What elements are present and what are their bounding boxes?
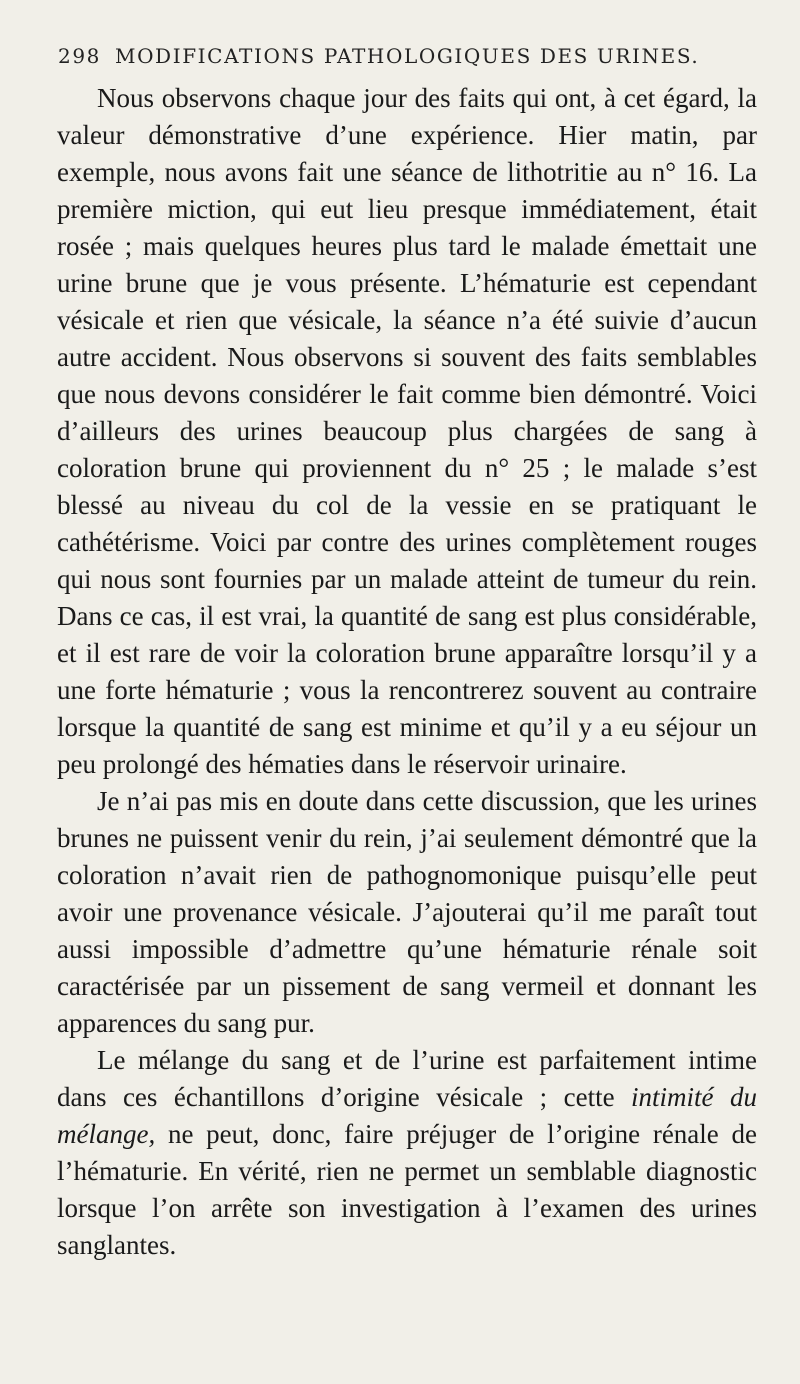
paragraph-2: Je n’ai pas mis en doute dans cette discussion, que les urines brunes ne puissent venir du rein, j’ai seulement démontré que la coloration n’avait rien de pathognomonique puisqu’elle peut avoir une provenance vésicale. J’ajouterai qu’il me paraît tout aussi impossible d’admettre qu’une hématurie rénale soit caractérisée par un pissement de sang vermeil et donnant les apparences du sang pur. [57, 786, 757, 1038]
running-title: MODIFICATIONS PATHOLOGIQUES DES URINES. [114, 44, 700, 68]
paragraph-3-text-before: Le mélange du sang et de l’urine est parfaitement intime dans ces échantillons d’origine vésicale ; cette [57, 1045, 757, 1112]
paragraph-3 [57, 1042, 757, 1264]
running-header [58, 44, 758, 68]
body-text [57, 80, 757, 1264]
paragraph-3-emphasis: intimité du mélange, [57, 1082, 757, 1149]
page-number: 298 [58, 44, 101, 68]
paragraph-3-text-after: ne peut, donc, faire préjuger de l’origine rénale de l’hématurie. En vérité, rien ne permet un semblable diagnostic lorsque l’on arrête son investigation à l’examen des urines sanglantes. [57, 1119, 757, 1260]
paragraph-1: Nous observons chaque jour des faits qui ont, à cet égard, la valeur démonstrative d’une expérience. Hier matin, par exemple, nous avons fait une séance de lithotritie au n° 16. La première miction, qui eut lieu presque immédiatement, était rosée ; mais quelques heures plus tard le malade émettait une urine brune que je vous présente. L’hématurie est cependant vésicale et rien que vésicale, la séance n’a été suivie d’aucun autre accident. Nous observons si souvent des faits semblables que nous devons considérer le fait comme bien démontré. Voici d’ailleurs des urines beaucoup plus chargées de sang à coloration brune qui proviennent du n° 25 ; le malade s’est blessé au niveau du col de la vessie en se pratiquant le cathétérisme. Voici par contre des urines complètement rouges qui nous sont fournies par un malade atteint de tumeur du rein. Dans ce cas, il est vrai, la quantité de sang est plus considérable, et il est rare de voir la coloration brune apparaître lorsqu’il y a une forte hématurie ; vous la rencontrerez souvent au contraire lorsque la quantité de sang est minime et qu’il y a eu séjour un peu prolongé des hématies dans le réservoir urinaire. [57, 83, 757, 779]
